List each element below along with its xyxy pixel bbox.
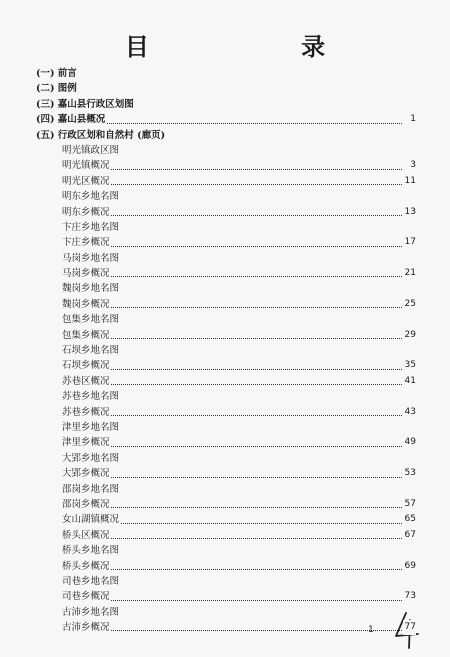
- dot-leader: [62, 477, 402, 478]
- toc-entry-label: 邵岗乡概况: [62, 498, 110, 510]
- toc-entry-label: 邵岗乡地名图: [62, 483, 120, 495]
- toc-entry-label: 明光镇概况: [62, 160, 110, 172]
- toc-entry: [36, 543, 416, 558]
- toc-entry-label: 明东乡概况: [62, 206, 110, 218]
- toc-entry: [36, 466, 416, 481]
- dot-leader: [62, 184, 402, 185]
- toc-entry: [36, 143, 416, 158]
- toc-entry: [36, 589, 416, 604]
- dot-leader: [62, 276, 402, 277]
- toc-entry-label: 包集乡地名图: [62, 314, 120, 326]
- toc-entry: [36, 620, 416, 635]
- dot-leader: [62, 446, 402, 447]
- toc-entry: [36, 374, 416, 389]
- dot-leader: [62, 215, 402, 216]
- toc-entry: [36, 482, 416, 497]
- toc-entry: [36, 281, 416, 296]
- toc-entry-label: 卞庄乡地名图: [62, 221, 120, 233]
- toc-entry-label: 石坝乡概况: [62, 360, 110, 372]
- toc-entry-label: 马岗乡地名图: [62, 252, 120, 264]
- toc-entry-page: 49: [403, 435, 416, 450]
- toc-entry: [36, 112, 416, 127]
- toc-entry-page: 73: [403, 589, 416, 604]
- page-title: 目 录: [124, 32, 398, 61]
- toc-entry-label: 津里乡概况: [62, 437, 110, 449]
- toc-entry-page: 11: [403, 174, 416, 189]
- toc-entry-page: 29: [403, 328, 416, 343]
- toc-entry-page: 21: [403, 266, 416, 281]
- toc-entry-label: 包集乡概况: [62, 329, 110, 341]
- dot-leader: [62, 600, 402, 601]
- toc-entry-page: 3: [408, 158, 416, 173]
- dot-leader: [62, 415, 402, 416]
- toc-entry: [36, 220, 416, 235]
- dot-leader: [62, 630, 402, 631]
- toc-entry-label: 苏巷乡地名图: [62, 391, 120, 403]
- toc-entry-label: 桥头乡概况: [62, 560, 110, 572]
- dot-leader: [62, 169, 402, 170]
- toc-entry: [36, 605, 416, 620]
- toc-entry-page: 41: [403, 374, 416, 389]
- toc-entry-label: 女山湖镇概况: [62, 514, 120, 526]
- dot-leader: [62, 384, 402, 385]
- toc-entry-page: 65: [403, 512, 416, 527]
- toc-entry: [36, 81, 416, 96]
- toc-entry: [36, 189, 416, 204]
- toc-entry-label: (五) 行政区划和自然村 (廊页): [36, 129, 166, 141]
- toc-entry-label: 明光区概况: [62, 175, 110, 187]
- toc-entry-label: 古沛乡概况: [62, 622, 110, 634]
- toc-entry: [36, 405, 416, 420]
- dot-leader: [62, 538, 402, 539]
- toc-entry: [36, 97, 416, 112]
- toc-entry-page: 17: [403, 235, 416, 250]
- dot-leader: [62, 338, 402, 339]
- toc-entry-page: 53: [403, 466, 416, 481]
- toc-entry-label: 古沛乡地名图: [62, 606, 120, 618]
- toc-entry: [36, 528, 416, 543]
- toc-entry-page: 67: [403, 528, 416, 543]
- toc-entry-label: 卞庄乡概况: [62, 237, 110, 249]
- toc-entry-label: 大郢乡概况: [62, 468, 110, 480]
- toc-entry: [36, 328, 416, 343]
- toc-entry-label: 石坝乡地名图: [62, 345, 120, 357]
- toc-entry-label: 司巷乡地名图: [62, 575, 120, 587]
- dot-leader: [62, 507, 402, 508]
- dot-leader: [62, 369, 402, 370]
- toc-entry: [36, 174, 416, 189]
- toc-entry: [36, 235, 416, 250]
- toc-entry-label: 魏岗乡概况: [62, 298, 110, 310]
- dot-leader: [62, 569, 402, 570]
- toc-entry-label: 明东乡地名图: [62, 191, 120, 203]
- toc-entry-label: 马岗乡概况: [62, 268, 110, 280]
- toc-entry: [36, 574, 416, 589]
- toc-entry-label: 明光镇政区图: [62, 144, 120, 156]
- toc-entry: [36, 266, 416, 281]
- page-number: 1: [368, 625, 374, 635]
- toc-entry: [36, 158, 416, 173]
- table-of-contents: [36, 66, 416, 635]
- toc-entry-page: 57: [403, 497, 416, 512]
- toc-entry: [36, 312, 416, 327]
- toc-entry: [36, 251, 416, 266]
- toc-entry-page: 13: [403, 205, 416, 220]
- toc-entry: [36, 389, 416, 404]
- toc-entry-page: 43: [403, 405, 416, 420]
- toc-entry: [36, 559, 416, 574]
- toc-entry-label: (四) 嘉山县概况: [36, 114, 106, 126]
- toc-entry-page: 69: [403, 559, 416, 574]
- toc-entry-page: 25: [403, 297, 416, 312]
- toc-entry-page: 77: [403, 620, 416, 635]
- toc-entry-label: 桥头乡地名图: [62, 545, 120, 557]
- toc-entry-label: 津里乡地名图: [62, 421, 120, 433]
- toc-entry-label: 司巷乡概况: [62, 591, 110, 603]
- toc-entry: [36, 497, 416, 512]
- toc-entry: [36, 297, 416, 312]
- toc-entry-page: 35: [403, 358, 416, 373]
- toc-entry: [36, 435, 416, 450]
- toc-entry: [36, 451, 416, 466]
- toc-entry: [36, 128, 416, 143]
- toc-entry-label: 苏巷区概况: [62, 375, 110, 387]
- toc-entry: [36, 66, 416, 81]
- toc-entry: [36, 512, 416, 527]
- toc-entry-label: (二) 图例: [36, 83, 77, 95]
- toc-entry-label: (三) 嘉山县行政区划图: [36, 98, 134, 110]
- toc-entry: [36, 420, 416, 435]
- toc-entry-label: 苏巷乡概况: [62, 406, 110, 418]
- toc-entry: [36, 343, 416, 358]
- toc-entry: [36, 205, 416, 220]
- toc-entry-label: 魏岗乡地名图: [62, 283, 120, 295]
- toc-entry-label: 桥头区概况: [62, 529, 110, 541]
- toc-entry-label: 大郢乡地名图: [62, 452, 120, 464]
- toc-entry-label: (一) 前言: [36, 68, 77, 79]
- toc-entry: [36, 358, 416, 373]
- dot-leader: [62, 246, 402, 247]
- toc-entry-page: 1: [408, 112, 416, 127]
- dot-leader: [62, 307, 402, 308]
